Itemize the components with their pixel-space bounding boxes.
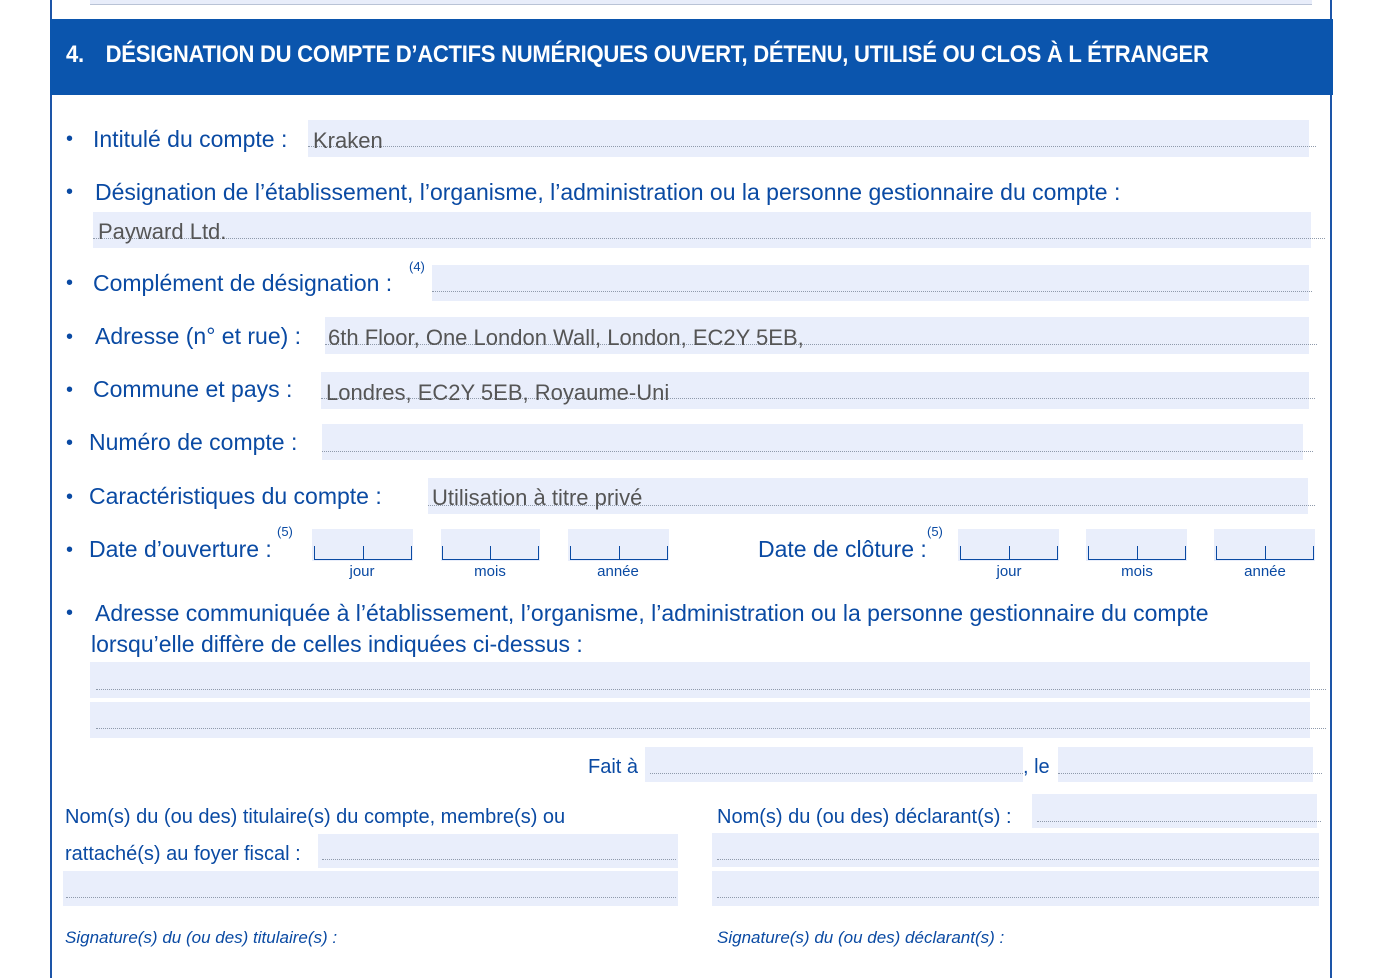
account-number-label: Numéro de compte :: [89, 429, 298, 455]
dotted-line: [96, 728, 1326, 729]
address-value[interactable]: 6th Floor, One London Wall, London, EC2Y 5EB,: [328, 325, 804, 350]
signature-date-field[interactable]: [1058, 747, 1313, 782]
date-tick-line: [1216, 559, 1314, 560]
dotted-line: [308, 146, 1316, 147]
bullet: •: [66, 602, 74, 624]
year-caption: année: [597, 563, 639, 580]
day-caption: jour: [996, 563, 1022, 580]
date-tick-line: [442, 559, 539, 560]
account-title-value[interactable]: Kraken: [313, 128, 383, 153]
made-at-field[interactable]: [645, 747, 1023, 782]
communicated-address-label-line2: lorsqu’elle diffère de celles indiquées ci-dessus :: [91, 631, 583, 657]
date-tick: [1088, 546, 1089, 559]
date-tick: [619, 546, 620, 559]
bullet: •: [66, 181, 74, 203]
bullet: •: [66, 326, 74, 348]
bullet: •: [66, 486, 74, 508]
bullet: •: [66, 432, 74, 454]
footnote-4: (4): [409, 259, 425, 274]
communicated-address-field-2[interactable]: [90, 702, 1310, 738]
date-tick: [363, 546, 364, 559]
account-characteristics-label: Caractéristiques du compte :: [89, 483, 382, 509]
date-tick: [1137, 546, 1138, 559]
month-caption: mois: [1121, 563, 1153, 580]
dotted-line: [1037, 821, 1321, 822]
dotted-line: [432, 291, 1312, 292]
holders-signature-label: Signature(s) du (ou des) titulaire(s) :: [65, 928, 338, 947]
date-tick: [1216, 546, 1217, 559]
date-tick: [667, 546, 668, 559]
date-tick-line: [314, 559, 412, 560]
closing-date-label: Date de clôture :: [758, 536, 927, 562]
bullet: •: [66, 379, 74, 401]
dotted-line: [322, 451, 1313, 452]
previous-section-field[interactable]: [90, 0, 1312, 5]
declarants-names-field-1[interactable]: [1032, 794, 1317, 828]
footnote-5: (5): [277, 524, 293, 539]
declarants-names-field-3[interactable]: [712, 871, 1319, 906]
dotted-line: [650, 773, 1023, 774]
address-label: Adresse (n° et rue) :: [95, 323, 302, 349]
city-country-label: Commune et pays :: [93, 376, 293, 402]
date-tick-line: [570, 559, 668, 560]
dotted-line: [322, 859, 676, 860]
declarants-signature-label: Signature(s) du (ou des) déclarant(s) :: [717, 928, 1005, 947]
form-frame-right: [1330, 0, 1332, 978]
date-tick: [314, 546, 315, 559]
date-tick-line: [1088, 559, 1186, 560]
institution-designation-label: Désignation de l’établissement, l’organisme, l’administration ou la personne gestionnaire du compte :: [95, 179, 1121, 205]
opening-date-label: Date d’ouverture :: [89, 536, 272, 562]
day-caption: jour: [349, 563, 375, 580]
account-characteristics-value[interactable]: Utilisation à titre privé: [432, 485, 643, 510]
communicated-address-label-line1: Adresse communiquée à l’établissement, l’organisme, l’administration ou la personne gestionnaire du compte: [95, 600, 1209, 626]
date-tick: [411, 546, 412, 559]
date-tick: [1185, 546, 1186, 559]
declarants-names-field-2[interactable]: [712, 833, 1319, 867]
date-tick: [570, 546, 571, 559]
made-at-label: Fait à: [588, 756, 639, 778]
dotted-line: [66, 897, 676, 898]
date-tick: [960, 546, 961, 559]
date-tick-line: [960, 559, 1058, 560]
dotted-line: [717, 897, 1319, 898]
declarants-names-label: Nom(s) du (ou des) déclarant(s) :: [717, 806, 1012, 828]
city-country-value[interactable]: Londres, EC2Y 5EB, Royaume-Uni: [326, 380, 670, 405]
institution-designation-field[interactable]: [93, 212, 1311, 248]
bullet: •: [66, 128, 74, 150]
holders-names-label-line1: Nom(s) du (ou des) titulaire(s) du compte, membre(s) ou: [65, 806, 566, 828]
date-tick: [1009, 546, 1010, 559]
dotted-line: [717, 859, 1319, 860]
dotted-line: [93, 238, 1325, 239]
date-tick: [1265, 546, 1266, 559]
date-tick: [538, 546, 539, 559]
holders-names-label-line2: rattaché(s) au foyer fiscal :: [65, 843, 301, 865]
account-number-field[interactable]: [322, 424, 1303, 460]
date-label: , le: [1023, 756, 1050, 778]
institution-designation-value[interactable]: Payward Ltd.: [98, 219, 227, 244]
month-caption: mois: [474, 563, 506, 580]
bullet: •: [66, 539, 74, 561]
date-tick: [1313, 546, 1314, 559]
section-title: 4. DÉSIGNATION DU COMPTE D’ACTIFS NUMÉRIQUES OUVERT, DÉTENU, UTILISÉ OU CLOS À L ÉTRANGER: [66, 41, 1209, 68]
year-caption: année: [1244, 563, 1286, 580]
form-frame-left: [50, 0, 52, 978]
designation-complement-label: Complément de désignation :: [93, 270, 393, 296]
footnote-5: (5): [927, 524, 943, 539]
bullet: •: [66, 272, 74, 294]
designation-complement-field[interactable]: [432, 265, 1309, 301]
dotted-line: [1058, 773, 1322, 774]
date-tick: [1057, 546, 1058, 559]
date-tick: [442, 546, 443, 559]
communicated-address-field-1[interactable]: [90, 662, 1310, 698]
holders-names-field-1[interactable]: [318, 834, 678, 868]
account-title-field[interactable]: [308, 120, 1309, 157]
date-tick: [490, 546, 491, 559]
dotted-line: [96, 689, 1326, 690]
holders-names-field-2[interactable]: [63, 871, 678, 906]
account-title-label: Intitulé du compte :: [93, 126, 288, 152]
